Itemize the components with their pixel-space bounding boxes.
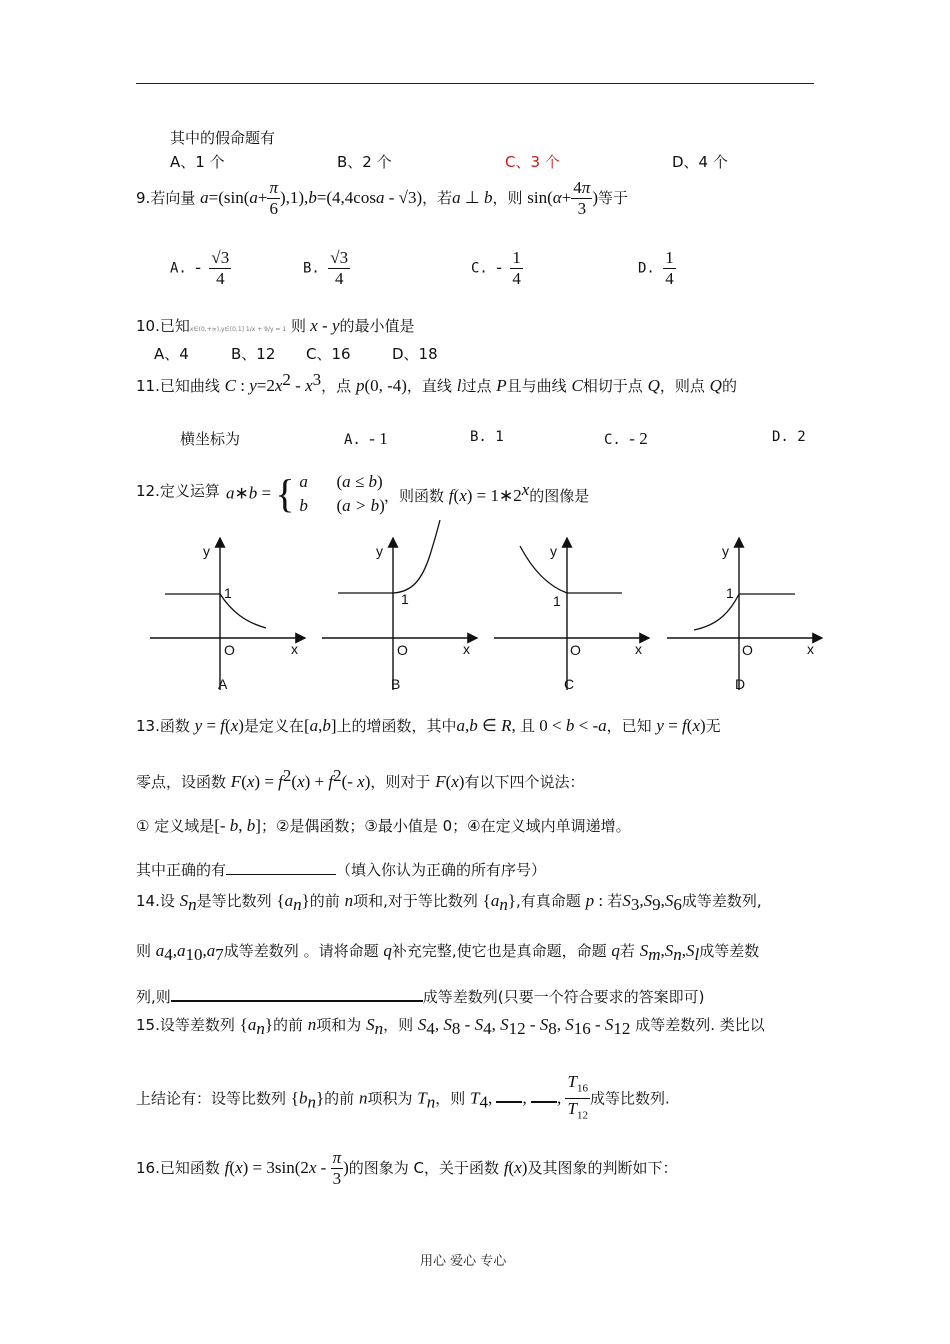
q11-text-d: 过点 — [461, 377, 492, 395]
q14-text-a: 设 — [159, 892, 175, 910]
graph-b-caption: B — [391, 676, 401, 692]
graph-b-y-label: y — [376, 543, 383, 559]
q11-option-c-value: - 2 — [629, 429, 648, 448]
q14-line3 — [136, 986, 705, 1007]
q14-line2-b: 成等差数列 。请将命题 — [223, 942, 379, 960]
q14-line2: 则 $a_4,a_{10},a_7$成等差数列 。请将命题 q补充完整,使它也是真命题，命题 q若 $S_m,S_n,S_l$成等差数 — [136, 941, 760, 964]
q13-text-d: 且 — [520, 717, 536, 735]
q15-text-a: 设等差数列 — [159, 1016, 235, 1034]
q16-number: 16. — [136, 1159, 160, 1177]
q13-line2-b: ，则对于 — [370, 773, 431, 791]
q11-text-g: ，则点 — [659, 377, 705, 395]
q11-line: 11.已知曲线 C : $y=2x^2 - x^3$，点 p(0, -4)，直线 l过点 P且与曲线 C相切于点 Q，则点 Q的 — [136, 370, 737, 395]
q9-line: 9.若向量 a=(sin(a+ $\frac{\pi}{6}$ ),1),b=(4,4cosa - √3)，若a ⊥ b，则 sin(α+ $\frac{4\pi}{3}$ )等于 — [136, 178, 629, 218]
graph-b-origin-label: O — [397, 642, 408, 658]
q11-option-c-label: C. — [604, 432, 621, 448]
q13-line2-a: 零点，设函数 — [136, 773, 227, 791]
q15-blank-2[interactable] — [531, 1101, 557, 1103]
graph-a-y-label: y — [203, 543, 210, 559]
q9-option-c-den: 4 — [512, 269, 521, 288]
q14-text-c: 的前 — [309, 892, 340, 910]
q9-number: 9. — [136, 189, 151, 207]
q14-number: 14. — [136, 892, 160, 910]
graph-c-origin-label: O — [570, 642, 581, 658]
q13-line3-b: ；②是偶函数；③最小值是 0；④在定义域内单调递增。 — [260, 817, 631, 835]
q16-text-c: 及其图象的判断如下： — [527, 1159, 678, 1177]
q13-number: 13. — [136, 717, 160, 735]
q11-text-f: 相切于点 — [582, 377, 643, 395]
graph-c-curve — [520, 546, 622, 593]
page-footer: 用心 爱心 专心 — [420, 1254, 507, 1269]
q15-frac: $\frac{T_{16}}{T_{12}}$ — [567, 1072, 588, 1122]
q12-line-b: ，则函数 $f(x) = 1∗2^x$的图像是 — [384, 480, 590, 505]
q15-number: 15. — [136, 1016, 160, 1034]
graph-b-x-label: x — [463, 641, 470, 657]
q11-number: 11. — [136, 377, 160, 395]
q15-blank-1[interactable] — [496, 1101, 522, 1103]
q13-line4-b: （填入你认为正确的所有序号） — [336, 861, 547, 879]
graph-a-curve — [165, 594, 266, 628]
q15-text-d: ，则 — [383, 1016, 414, 1034]
q12-piecewise: a∗b = { a (a ≤ b) b (a > b) — [226, 471, 385, 516]
q9-text-b: ，若 — [422, 189, 453, 207]
q9-option-b-num: √3 — [330, 248, 349, 267]
q11-option-a-label: A. — [344, 432, 361, 448]
graph-c-x-label: x — [635, 641, 642, 657]
graph-c — [494, 538, 649, 692]
q10-number: 10. — [136, 317, 160, 335]
q10-option-a: A、4 — [154, 345, 189, 363]
q8-option-a: A、1 个 — [170, 153, 225, 171]
graph-a-one-label: 1 — [224, 585, 232, 601]
q9-option-c-sign: - — [496, 257, 502, 277]
graph-b-one-label: 1 — [401, 591, 409, 607]
q9-text-c: ，则 — [492, 189, 523, 207]
q10-option-c: C、16 — [306, 345, 351, 363]
q14-answer-blank[interactable] — [171, 1000, 423, 1002]
q15-line2-e: 成等比数列. — [589, 1089, 670, 1108]
q15-line2-b: 的前 — [324, 1089, 355, 1108]
q15-line2-d: ，则 — [435, 1089, 466, 1108]
q8-option-c: C、3 个 — [505, 153, 560, 171]
q9-text-d: 等于 — [598, 189, 629, 207]
graph-a-x-label: x — [291, 641, 298, 657]
q10-option-b: B、12 — [231, 345, 276, 363]
q13-answer-blank[interactable] — [226, 874, 336, 875]
q16-text-a: 已知函数 — [159, 1159, 220, 1177]
graph-c-one-label: 1 — [553, 593, 561, 609]
graph-b-curve — [338, 520, 440, 593]
q9-formula-vectors: a — [200, 188, 209, 207]
q11-line2: 横坐标为 — [180, 430, 241, 448]
q14-text-g: 成等差数列, — [681, 892, 762, 910]
q14-line3-a: 列,则 — [136, 988, 171, 1006]
q10-option-d: D、18 — [392, 345, 438, 363]
q16-frac-pi3: $\frac{\pi}{3}$ — [332, 1148, 342, 1188]
q9-option-d-den: 4 — [665, 269, 674, 288]
q13-text-c: 上的增函数，其中 — [336, 717, 457, 735]
q13-text-b: 是定义在 — [243, 717, 304, 735]
q9-frac-4pi3: $\frac{4\pi}{3}$ — [573, 178, 591, 218]
q16-line1: 16.已知函数 f(x) = 3sin(2x - $\frac{\pi}{3}$ )的图象为 C，关于函数 f(x)及其图象的判断如下： — [136, 1148, 678, 1188]
graph-d-curve — [694, 594, 795, 630]
q13-line2: 零点，设函数 $F(x) = f^2(x) + f^2(-$ x)，则对于 F(x)有以下四个说法： — [136, 766, 585, 791]
q9-option-d-num: 1 — [665, 248, 674, 267]
q9-option-c-num: 1 — [512, 248, 521, 267]
q15-text-c: 项和为 — [316, 1016, 362, 1034]
graph-d-one-label: 1 — [726, 585, 734, 601]
q13-line4 — [136, 859, 546, 880]
q16-text-b: 的图象为 C，关于函数 — [348, 1159, 500, 1177]
q8-stem: 其中的假命题有 — [170, 129, 276, 147]
q13-text-a: 函数 — [159, 717, 190, 735]
graph-d-y-label: y — [722, 543, 729, 559]
q10-tiny-formula: x∈(0,+∞),y∈(0,1] 1/x + 9/y = 1 — [189, 326, 287, 333]
q11-option-a-value: - 1 — [369, 429, 388, 448]
q11-text-b: ，点 — [321, 377, 352, 395]
q11-text-c: ，直线 — [406, 377, 452, 395]
graph-a-origin-label: O — [224, 642, 235, 658]
graph-c-y-label: y — [550, 543, 557, 559]
q10-text-c: 的最小值是 — [339, 317, 415, 335]
graph-d-x-label: x — [807, 641, 814, 657]
q14-line3-b: 成等差数列(只要一个符合要求的答案即可) — [422, 988, 705, 1006]
q9-option-a-num: √3 — [211, 248, 230, 267]
q15-line1: 15.设等差数列 $\{a_n\}$的前 n项和为 $S_n$，则 $S_4$, $S_8 - S_4$, $S_{12} - S_8$, $S_{16} - S_{12}$ 成等差数列. 类比以 — [136, 1015, 765, 1038]
q12-number: 12. — [136, 482, 160, 500]
q8-option-b: B、2 个 — [337, 153, 392, 171]
graph-d — [667, 538, 822, 692]
q15-line2: 上结论有：设等比数列 $\{b_n\}$的前 n项积为 $T_n$，则 $T_4$, , , $\frac{T_{16}}{T_{12}}$ 成等比数列. — [136, 1072, 670, 1126]
graph-a-caption: A — [218, 676, 228, 692]
q11-option-b: B. 1 — [470, 429, 504, 445]
q12-text-c: 的图像是 — [529, 487, 590, 505]
graph-d-origin-label: O — [742, 642, 753, 658]
q10-text-a: 已知 — [159, 317, 190, 335]
q9-frac-pi6: $\frac{\pi}{6}$ — [269, 178, 278, 218]
q14-line2-d: 若 — [619, 942, 635, 960]
q13-text-f: 无 — [705, 717, 721, 735]
q9-option-a-den: 4 — [216, 269, 225, 288]
q11-text-e: 且与曲线 — [506, 377, 567, 395]
graph-a — [150, 538, 305, 692]
q15-line2-a: 上结论有：设等比数列 — [136, 1089, 287, 1108]
q14-line2-e: 成等差数 — [699, 942, 760, 960]
q10-line: 10.已知x∈(0,+∞),y∈(0,1] 1/x + 9/y = 1 则 x - y的最小值是 — [136, 316, 415, 335]
q13-line3-a: ① 定义域是 — [136, 817, 215, 835]
q10-text-b: 则 — [290, 317, 306, 335]
q14-text-e: ,有真命题 — [516, 892, 581, 910]
q14-text-f: 若 — [607, 892, 623, 910]
q13-line4-a: 其中正确的有 — [136, 861, 227, 879]
q14-text-b: 是等比数列 — [196, 892, 272, 910]
q13-line3: ① 定义域是[- b, b]；②是偶函数；③最小值是 0；④在定义域内单调递增。 — [136, 816, 631, 835]
q9-text: 若向量 — [150, 189, 196, 207]
q13-line2-c: 有以下四个说法： — [464, 773, 585, 791]
q9-option-a-sign: - — [195, 257, 201, 277]
q14-text-d: 项和,对于等比数列 — [353, 892, 478, 910]
q14-line1: 14.设 $S_n$是等比数列 $\{a_n\}$的前 n项和,对于等比数列 $\{a_n\}$,有真命题 p : 若$S_3,S_9,S_6$成等差数列, — [136, 891, 762, 914]
q13-text-e: ，已知 — [606, 717, 652, 735]
q9-option-c-label: C. — [471, 260, 488, 277]
q9-option-a-label: A. — [170, 260, 187, 277]
graph-d-caption: D — [735, 676, 746, 692]
q11-text-a: 已知曲线 — [159, 377, 220, 395]
graph-c-caption: C — [564, 676, 575, 692]
q9-option-b-label: B. — [303, 260, 320, 277]
q15-text-e: 成等差数列. 类比以 — [635, 1016, 765, 1034]
graph-b — [322, 520, 477, 692]
q15-line2-c: 项积为 — [367, 1089, 413, 1108]
q9-option-d-label: D. — [638, 260, 655, 277]
q14-line2-a: 则 — [136, 942, 152, 960]
q13-line1: 13.函数 y = f(x)是定义在[a,b]上的增函数，其中a,b ∈ R, 且 0 < b < -a，已知 y = f(x)无 — [136, 716, 721, 735]
q12-text-a: 定义运算 — [159, 482, 220, 500]
q14-line2-c: 补充完整,使它也是真命题，命题 — [391, 942, 607, 960]
q12-text-b: ，则函数 — [384, 487, 445, 505]
q8-option-d: D、4 个 — [672, 153, 728, 171]
q15-text-b: 的前 — [273, 1016, 304, 1034]
q9-option-b-den: 4 — [334, 269, 344, 288]
q11-option-d: D. 2 — [772, 429, 806, 445]
q11-text-h: 的 — [721, 377, 737, 395]
